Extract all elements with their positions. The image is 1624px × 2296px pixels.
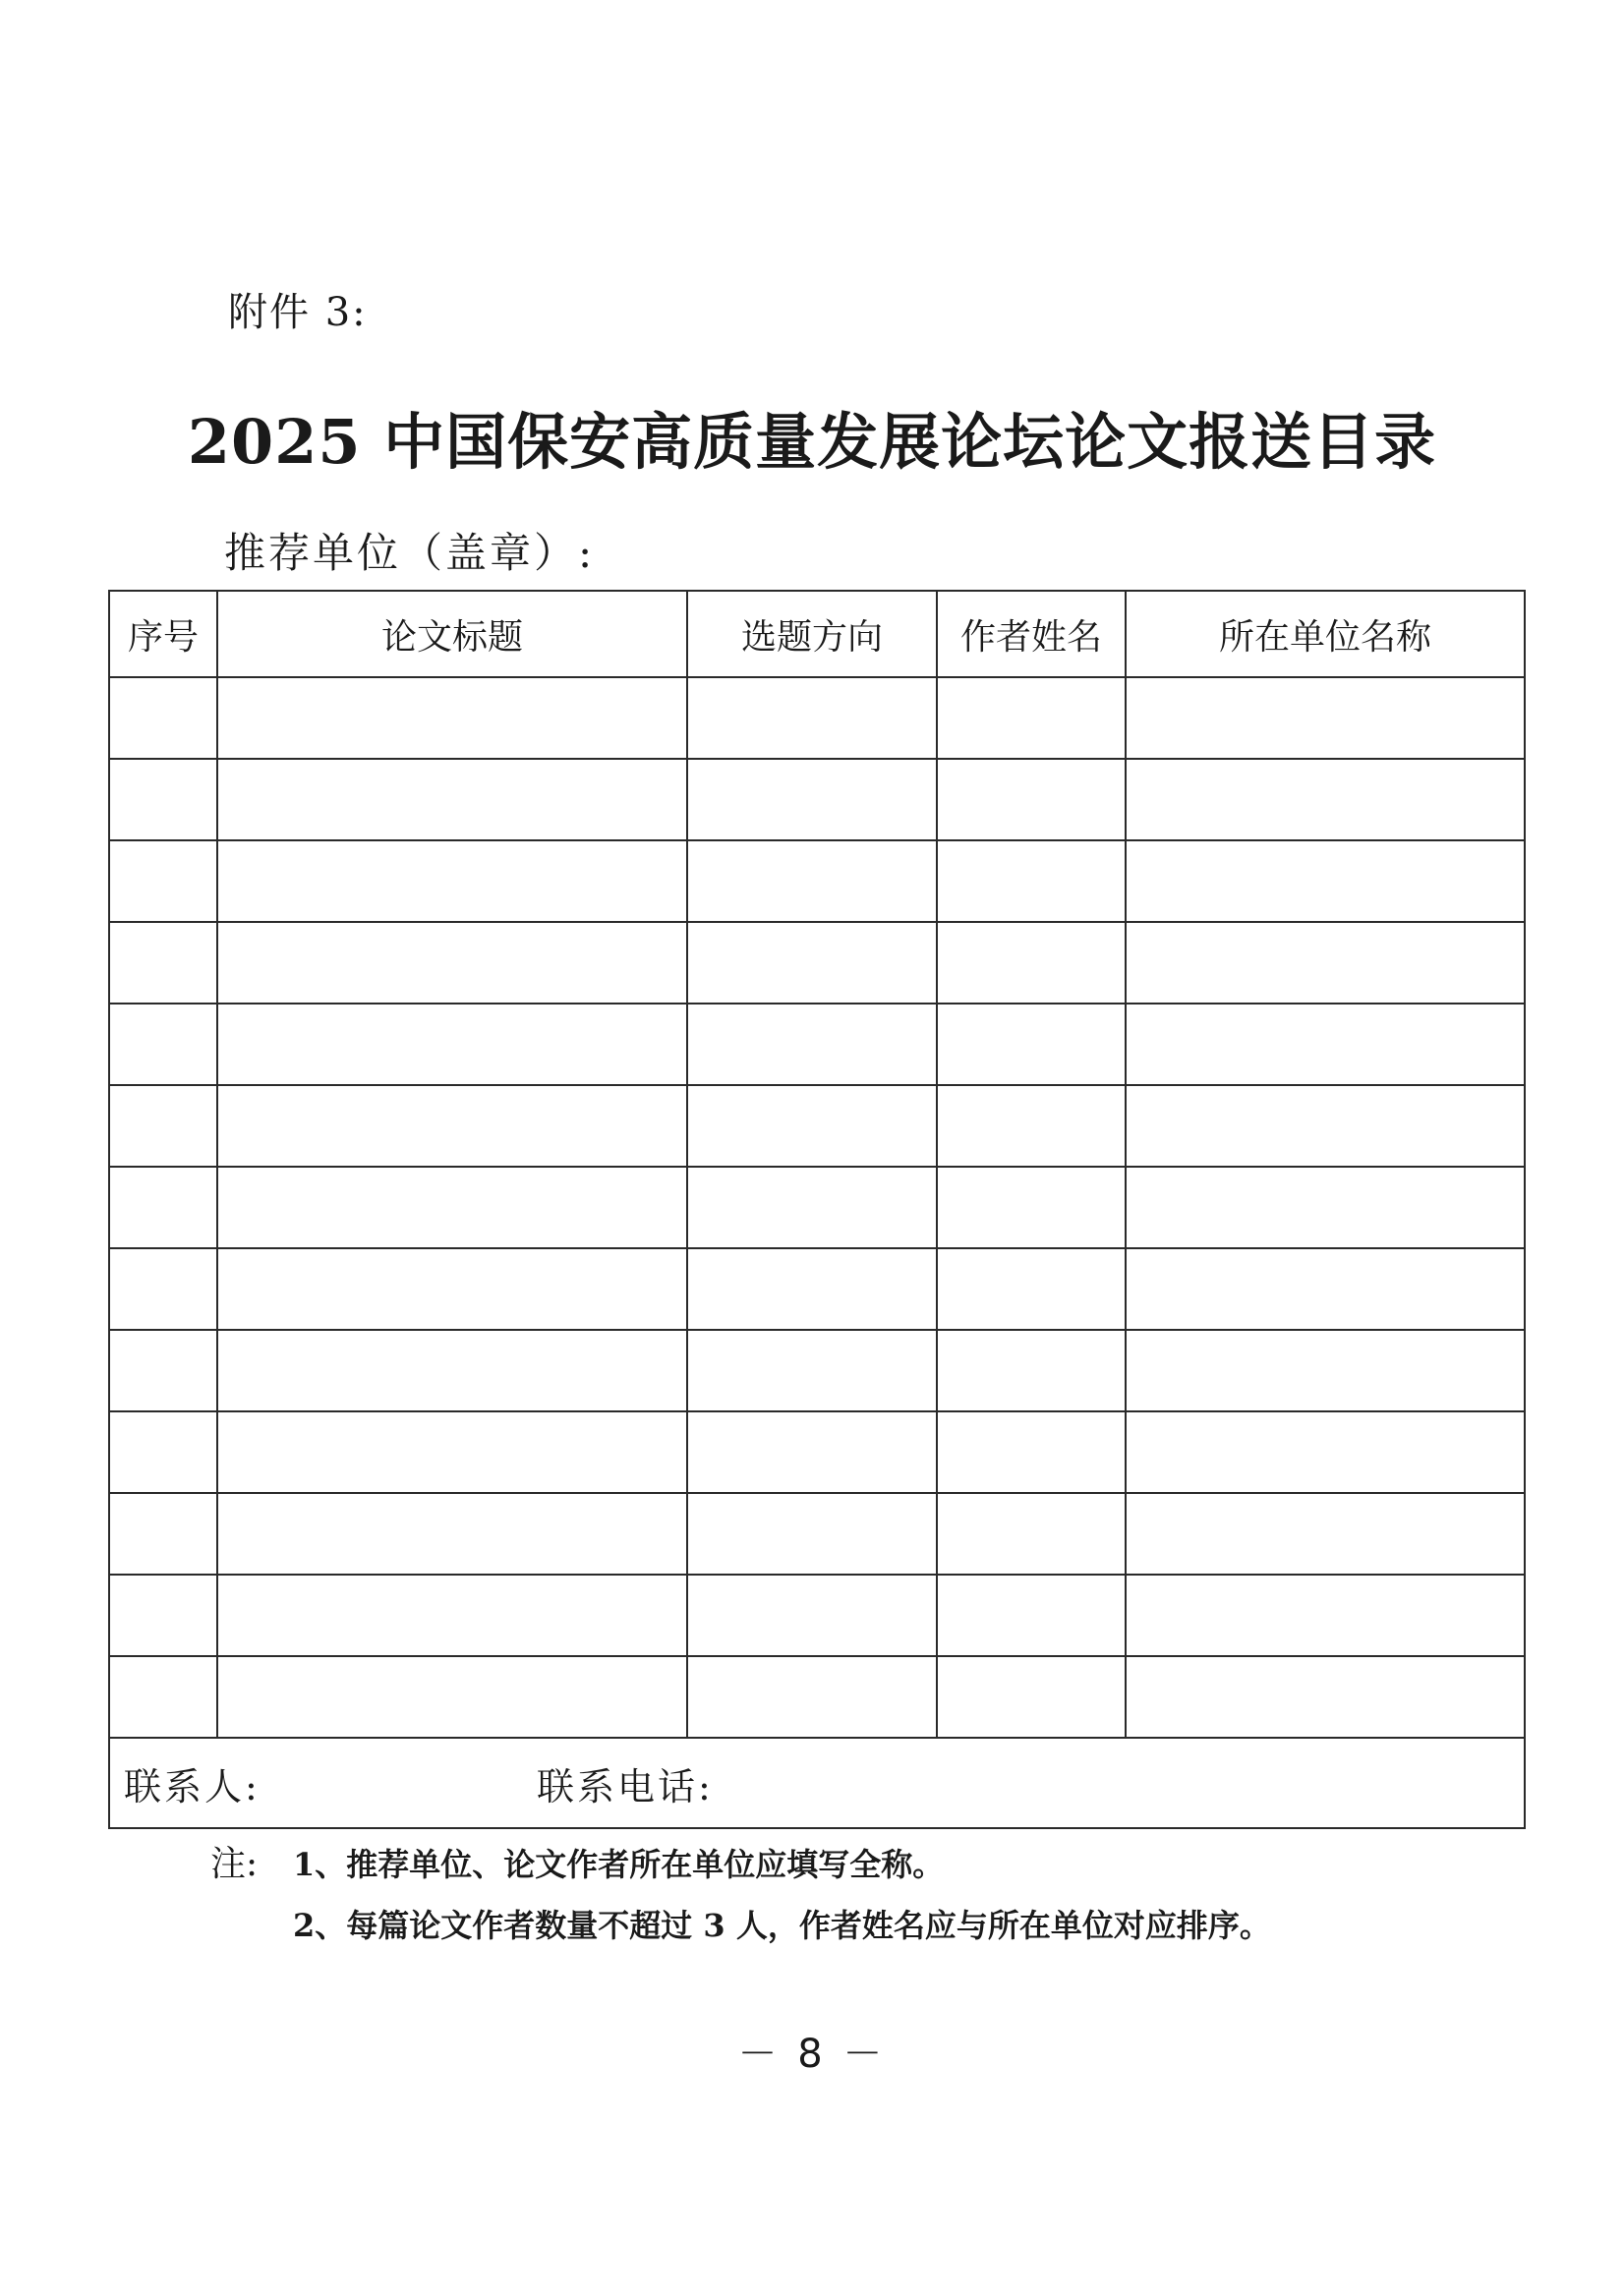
topic-direction-cell xyxy=(687,922,937,1004)
table-row xyxy=(109,1004,1525,1085)
topic-direction-cell xyxy=(687,1085,937,1167)
notes-label: 注: xyxy=(210,1844,259,1884)
paper-title-cell xyxy=(217,1004,687,1085)
affiliation-cell xyxy=(1126,1330,1525,1411)
author-name-cell xyxy=(937,1575,1126,1656)
topic-direction-cell xyxy=(687,1575,937,1656)
table-row xyxy=(109,1167,1525,1248)
affiliation-cell xyxy=(1126,1085,1525,1167)
note-line-2 xyxy=(210,1895,1271,1956)
paper-title-cell xyxy=(217,1493,687,1575)
note-line-1 xyxy=(210,1834,1271,1895)
column-header-serial: 序号 xyxy=(109,591,217,677)
affiliation-cell xyxy=(1126,1656,1525,1738)
paper-title-cell xyxy=(217,1656,687,1738)
author-name-cell xyxy=(937,840,1126,922)
paper-title-cell xyxy=(217,677,687,759)
paper-title-cell xyxy=(217,840,687,922)
document-title: 2025 中国保安高质量发展论坛论文报送目录 xyxy=(187,406,1437,478)
author-name-cell xyxy=(937,922,1126,1004)
serial-cell xyxy=(109,1004,217,1085)
affiliation-cell xyxy=(1126,677,1525,759)
contact-cell xyxy=(109,1738,1525,1828)
affiliation-cell xyxy=(1126,840,1525,922)
author-name-cell xyxy=(937,1248,1126,1330)
recommend-unit-label: 推荐单位（盖章）: xyxy=(224,529,596,577)
serial-cell xyxy=(109,1085,217,1167)
table-row xyxy=(109,1085,1525,1167)
author-name-cell xyxy=(937,1085,1126,1167)
table-row xyxy=(109,840,1525,922)
table-row xyxy=(109,677,1525,759)
note-item: 1、推荐单位、论文作者所在单位应填写全称。 xyxy=(293,1846,945,1883)
author-name-cell xyxy=(937,1330,1126,1411)
author-name-cell xyxy=(937,1656,1126,1738)
serial-cell xyxy=(109,1575,217,1656)
author-name-cell xyxy=(937,1167,1126,1248)
author-name-cell xyxy=(937,759,1126,840)
affiliation-cell xyxy=(1126,922,1525,1004)
column-header-topic-direction: 选题方向 xyxy=(687,591,937,677)
column-header-affiliation: 所在单位名称 xyxy=(1126,591,1525,677)
contact-person-label: 联系人: xyxy=(124,1764,261,1808)
table-body xyxy=(109,677,1525,1738)
paper-title-cell xyxy=(217,1167,687,1248)
table-row xyxy=(109,1248,1525,1330)
serial-cell xyxy=(109,922,217,1004)
author-name-cell xyxy=(937,1493,1126,1575)
serial-cell xyxy=(109,1167,217,1248)
table-row xyxy=(109,1330,1525,1411)
affiliation-cell xyxy=(1126,759,1525,840)
paper-title-cell xyxy=(217,922,687,1004)
author-name-cell xyxy=(937,1411,1126,1493)
topic-direction-cell xyxy=(687,1493,937,1575)
topic-direction-cell xyxy=(687,840,937,922)
topic-direction-cell xyxy=(687,1248,937,1330)
topic-direction-cell xyxy=(687,759,937,840)
serial-cell xyxy=(109,1493,217,1575)
contact-row xyxy=(109,1738,1525,1828)
attachment-label: 附件 3: xyxy=(228,290,368,335)
table-row xyxy=(109,1575,1525,1656)
note-item: 2、每篇论文作者数量不超过 3 人，作者姓名应与所在单位对应排序。 xyxy=(293,1907,1271,1944)
table-row xyxy=(109,1493,1525,1575)
paper-title-cell xyxy=(217,1411,687,1493)
contact-phone-label: 联系电话: xyxy=(537,1764,714,1808)
paper-title-cell xyxy=(217,1575,687,1656)
paper-title-cell xyxy=(217,1330,687,1411)
paper-title-cell xyxy=(217,1085,687,1167)
serial-cell xyxy=(109,1330,217,1411)
paper-title-cell xyxy=(217,759,687,840)
table-row xyxy=(109,922,1525,1004)
table-row xyxy=(109,1411,1525,1493)
topic-direction-cell xyxy=(687,1330,937,1411)
notes xyxy=(210,1834,1271,1956)
serial-cell xyxy=(109,759,217,840)
serial-cell xyxy=(109,1248,217,1330)
serial-cell xyxy=(109,1411,217,1493)
topic-direction-cell xyxy=(687,677,937,759)
affiliation-cell xyxy=(1126,1167,1525,1248)
affiliation-cell xyxy=(1126,1004,1525,1085)
serial-cell xyxy=(109,840,217,922)
paper-submission-table xyxy=(108,590,1526,1829)
serial-cell xyxy=(109,677,217,759)
column-header-author-name: 作者姓名 xyxy=(937,591,1126,677)
affiliation-cell xyxy=(1126,1411,1525,1493)
affiliation-cell xyxy=(1126,1248,1525,1330)
table-row xyxy=(109,759,1525,840)
table-header-row xyxy=(109,591,1525,677)
topic-direction-cell xyxy=(687,1167,937,1248)
author-name-cell xyxy=(937,677,1126,759)
affiliation-cell xyxy=(1126,1575,1525,1656)
topic-direction-cell xyxy=(687,1411,937,1493)
serial-cell xyxy=(109,1656,217,1738)
paper-title-cell xyxy=(217,1248,687,1330)
column-header-paper-title: 论文标题 xyxy=(217,591,687,677)
table-row xyxy=(109,1656,1525,1738)
page-number: － 8 － xyxy=(737,2032,887,2077)
author-name-cell xyxy=(937,1004,1126,1085)
affiliation-cell xyxy=(1126,1493,1525,1575)
topic-direction-cell xyxy=(687,1656,937,1738)
topic-direction-cell xyxy=(687,1004,937,1085)
